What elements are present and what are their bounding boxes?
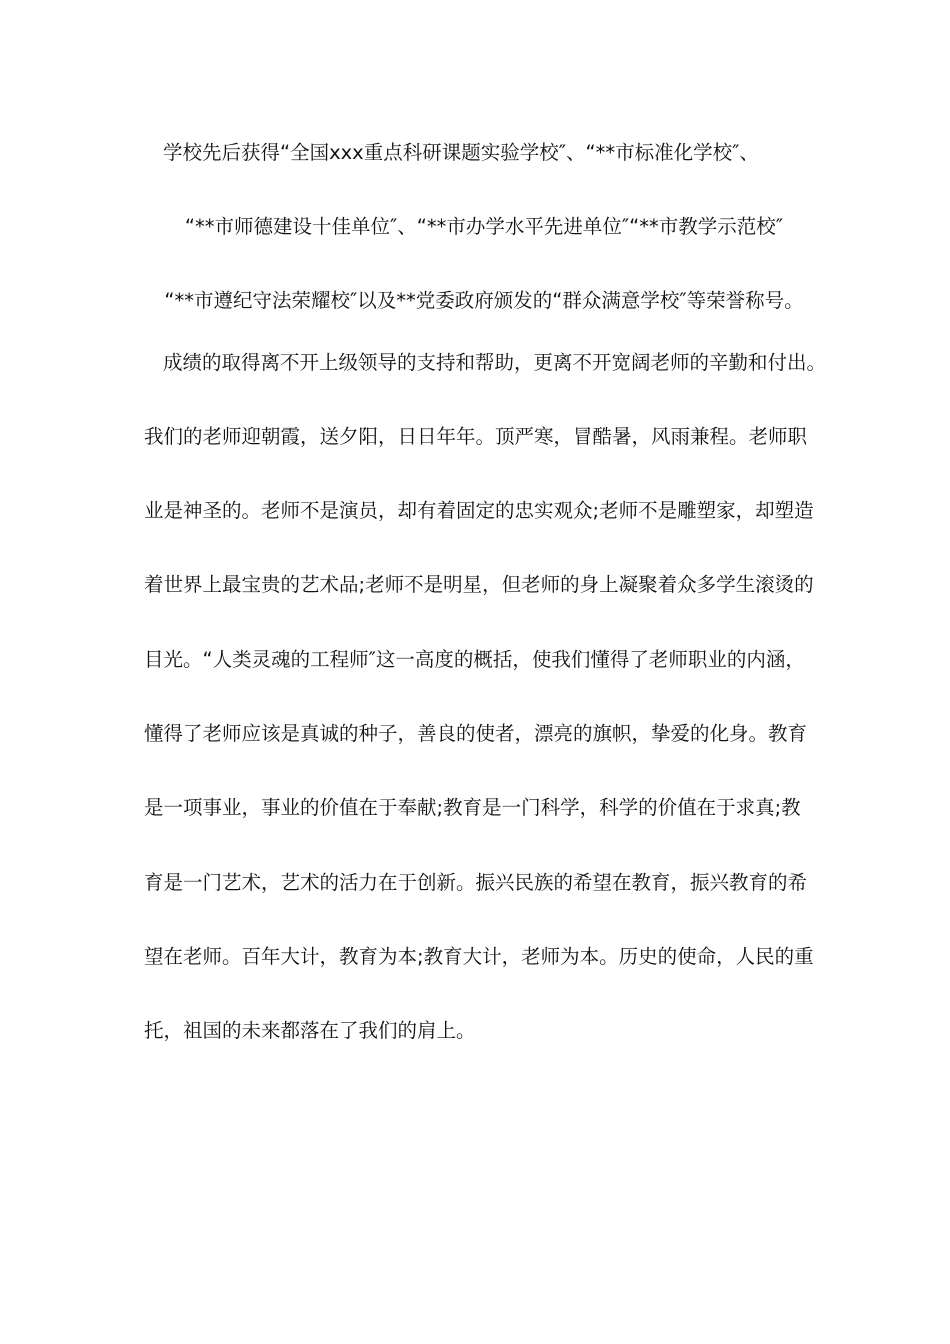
paragraph-line-13: 托，祖国的未来都落在了我们的肩上。 <box>144 1019 476 1042</box>
paragraph-line-12: 望在老师。百年大计，教育为本;教育大计，老师为本。历史的使命，人民的重 <box>144 945 814 968</box>
paragraph-line-10: 是一项事业，事业的价值在于奉献;教育是一门科学，科学的价值在于求真;教 <box>144 796 801 819</box>
paragraph-line-1: 学校先后获得“全国xxx重点科研课题实验学校″、“**市标准化学校″、 <box>163 141 759 164</box>
paragraph-line-8: 目光。“人类灵魂的工程师″这一高度的概括，使我们懂得了老师职业的内涵， <box>144 648 805 671</box>
paragraph-line-7: 着世界上最宝贵的艺术品;老师不是明星，但老师的身上凝聚着众多学生滚烫的 <box>144 573 814 596</box>
paragraph-line-2: “**市师德建设十佳单位″、“**市办学水平先进单位″“**市教学示范校″ <box>184 215 784 238</box>
paragraph-line-6: 业是神圣的。老师不是演员，却有着固定的忠实观众;老师不是雕塑家，却塑造 <box>144 499 814 522</box>
paragraph-line-5: 我们的老师迎朝霞，送夕阳，日日年年。顶严寒，冒酷暑，风雨兼程。老师职 <box>144 425 808 448</box>
paragraph-line-9: 懂得了老师应该是真诚的种子，善良的使者，漂亮的旗帜，挚爱的化身。教育 <box>144 722 808 745</box>
paragraph-line-4: 成绩的取得离不开上级领导的支持和帮助，更离不开宽阔老师的辛勤和付出。 <box>163 351 827 374</box>
paragraph-line-11: 育是一门艺术，艺术的活力在于创新。振兴民族的希望在教育，振兴教育的希 <box>144 871 808 894</box>
paragraph-line-3: “**市遵纪守法荣耀校″以及**党委政府颁发的“群众满意学校″等荣誉称号。 <box>164 289 804 312</box>
